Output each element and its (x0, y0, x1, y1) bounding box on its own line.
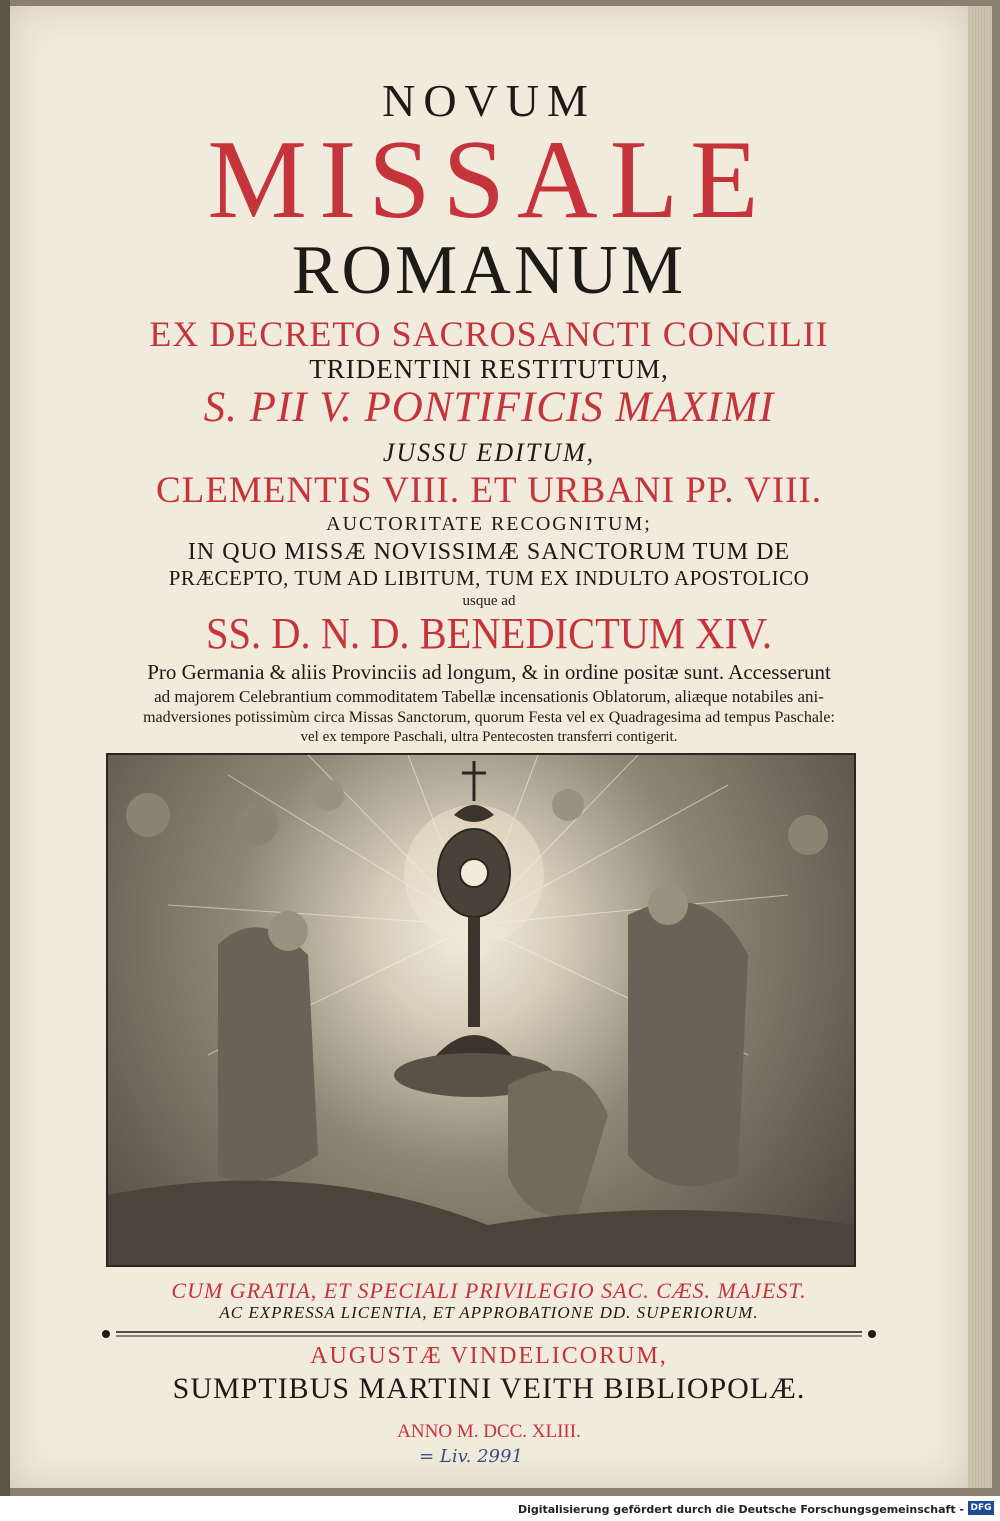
line-usque-ad: usque ad (462, 593, 516, 609)
line-ac-expressa: AC EXPRESSA LICENTIA, ET APPROBATIONE DD. SUPERIORUM. (219, 1303, 759, 1322)
angel-right (628, 902, 748, 1187)
title-novum: NOVUM (382, 75, 596, 126)
monstrance-stem (468, 917, 480, 1027)
line-ad-majorem: ad majorem Celebrantium commoditatem Tabellæ incensationis Oblatorum, aliæque notabiles ani- (154, 687, 824, 706)
monstrance-engraving-svg (108, 755, 854, 1265)
line-tridentini: TRIDENTINI RESTITUTUM, (309, 354, 669, 384)
line-in-quo: IN QUO MISSÆ NOVISSIMÆ SANCTORUM TUM DE (187, 539, 791, 565)
line-sumptibus: SUMPTIBUS MARTINI VEITH BIBLIOPOLÆ. (172, 1372, 806, 1405)
line-cum-gratia: CUM GRATIA, ET SPECIALI PRIVILEGIO SAC. CÆS. MAJEST. (171, 1278, 807, 1303)
handwritten-shelfmark: = Liv. 2991 (419, 1446, 523, 1467)
line-augustae: AUGUSTÆ VINDELICORUM, (310, 1343, 668, 1369)
line-pro-germania: Pro Germania & aliis Provinciis ad longum, & in ordine positæ sunt. Accesserunt (147, 660, 831, 684)
line-clementis: CLEMENTIS VIII. ET URBANI PP. VIII. (155, 470, 823, 511)
line-madversiones: madversiones potissimùm circa Missas Sanctorum, quorum Festa vel ex Quadragesima ad tempus Paschale: (143, 709, 835, 726)
footer-credit: Digitalisierung gefördert durch die Deutsche Forschungsgemeinschaft - (517, 1503, 964, 1516)
line-vel-ex-tempore: vel ex tempore Paschali, ultra Pentecosten transferri contigerit. (300, 729, 678, 745)
line-ex-decreto: EX DECRETO SACROSANCTI CONCILII (149, 314, 829, 354)
line-anno: ANNO M. DCC. XLIII. (397, 1421, 581, 1442)
line-auctoritate: AUCTORITATE RECOGNITUM; (326, 513, 652, 535)
line-jussu-editum: JUSSU EDITUM, (382, 438, 596, 467)
title-missale: MISSALE (207, 118, 771, 242)
book-spine-edge (0, 0, 10, 1521)
line-praecepto: PRÆCEPTO, TUM AD LIBITUM, TUM EX INDULTO APOSTOLICO (168, 566, 810, 590)
dfg-logo: DFG (968, 1501, 994, 1515)
page-stack-edge (968, 6, 992, 1488)
cherub-kneeling (508, 1070, 608, 1216)
clouds-ground (108, 1180, 854, 1265)
ornamental-rule (96, 1328, 882, 1340)
title-romanum: ROMANUM (291, 232, 687, 309)
engraving-illustration (106, 753, 856, 1267)
angel-left (218, 927, 318, 1181)
line-pii-v: S. PII V. PONTIFICIS MAXIMI (203, 384, 775, 431)
line-benedictum: SS. D. N. D. BENEDICTUM XIV. (205, 609, 773, 658)
